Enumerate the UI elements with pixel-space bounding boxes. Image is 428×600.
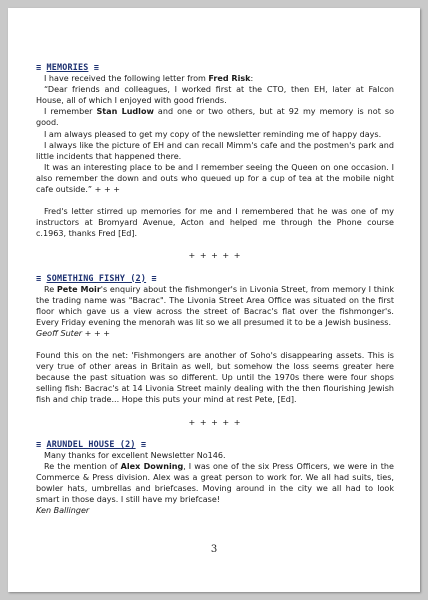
- person-name: Alex Downing: [120, 461, 184, 471]
- section-heading-memories: ≡ MEMORIES ≡: [36, 62, 99, 72]
- person-name: Stan Ludlow: [96, 107, 154, 117]
- section-separator: + + + + +: [188, 417, 242, 427]
- page-content: [36, 62, 394, 516]
- page-number: 3: [210, 544, 218, 555]
- person-name: Pete Moir: [56, 284, 101, 294]
- section-separator: + + + + +: [188, 251, 242, 261]
- signature: Ken Ballinger: [36, 506, 90, 516]
- signature: Geoff Suter + + +: [36, 328, 111, 338]
- author-name: Fred Risk: [208, 74, 251, 84]
- newsletter-page: [8, 8, 420, 592]
- letter-paragraph: I am always pleased to get my copy of the newsletter reminding me of happy days.: [44, 129, 382, 139]
- fishy-net-quote: Found this on the net: 'Fishmongers are another of Soho's disappearing assets. This is very true of other areas in Britain as well, but somehow the loss seems greater here because the past situation was so different. Up until the 1970s there were four shops selling fish: Bacrac's at 14 Livonia Street mainly dealing with the then flourishing Jewish fish and chip trade... Hope this puts your mind at rest Pete, [Ed].: [36, 351, 394, 405]
- letter-paragraph: I always like the picture of EH and can recall Mimm's cafe and the postmen's park and little incidents that happened there.: [36, 140, 394, 161]
- letter-paragraph: I remember Stan Ludlow and one or two others, but at 92 my memory is not so good.: [36, 107, 394, 128]
- section-heading-something-fishy: ≡ SOMETHING FISHY (2) ≡: [36, 272, 157, 283]
- letter-paragraph: “Dear friends and colleagues, I worked first at the CTO, then EH, later at Falcon House, all of which I enjoyed with good friends.: [36, 85, 394, 106]
- arundel-paragraph: Many thanks for excellent Newsletter No146.: [44, 450, 226, 460]
- arundel-paragraph: Re the mention of Alex Downing, I was one of the six Press Officers, we were in the Commerce & Press division. Alex was a great person to work for. We all had suits, ties, bowler hats, umbrellas and briefcases. Moving around in the city we all had to look smart in those days. I still have my briefcase!: [36, 461, 394, 505]
- letter-paragraph: It was an interesting place to be and I remember seeing the Queen on one occasion. I also remember the down and outs who queued up for a cup of tea at the mobile night cafe outside.” + + +: [36, 162, 394, 195]
- editor-reply: Fred's letter stirred up memories for me and I remembered that he was one of my instructors at Bromyard Avenue, Acton and helped me through the Phone course c.1963, thanks Fred [Ed].: [36, 207, 394, 239]
- fishy-paragraph: Re Pete Moir's enquiry about the fishmonger's in Livonia Street, from memory I think the trading name was "Bacrac". The Livonia Street Area Office was situated on the first floor which gave us a view across the street of Bacrac's flat over the fishmonger's. Every Friday evening the menorah was lit so we all presumed it to be a Jewish business.: [36, 284, 394, 327]
- section-heading-arundel-house: ≡ ARUNDEL HOUSE (2) ≡: [36, 438, 147, 449]
- memories-intro: I have received the following letter from Fred Risk:: [44, 74, 254, 84]
